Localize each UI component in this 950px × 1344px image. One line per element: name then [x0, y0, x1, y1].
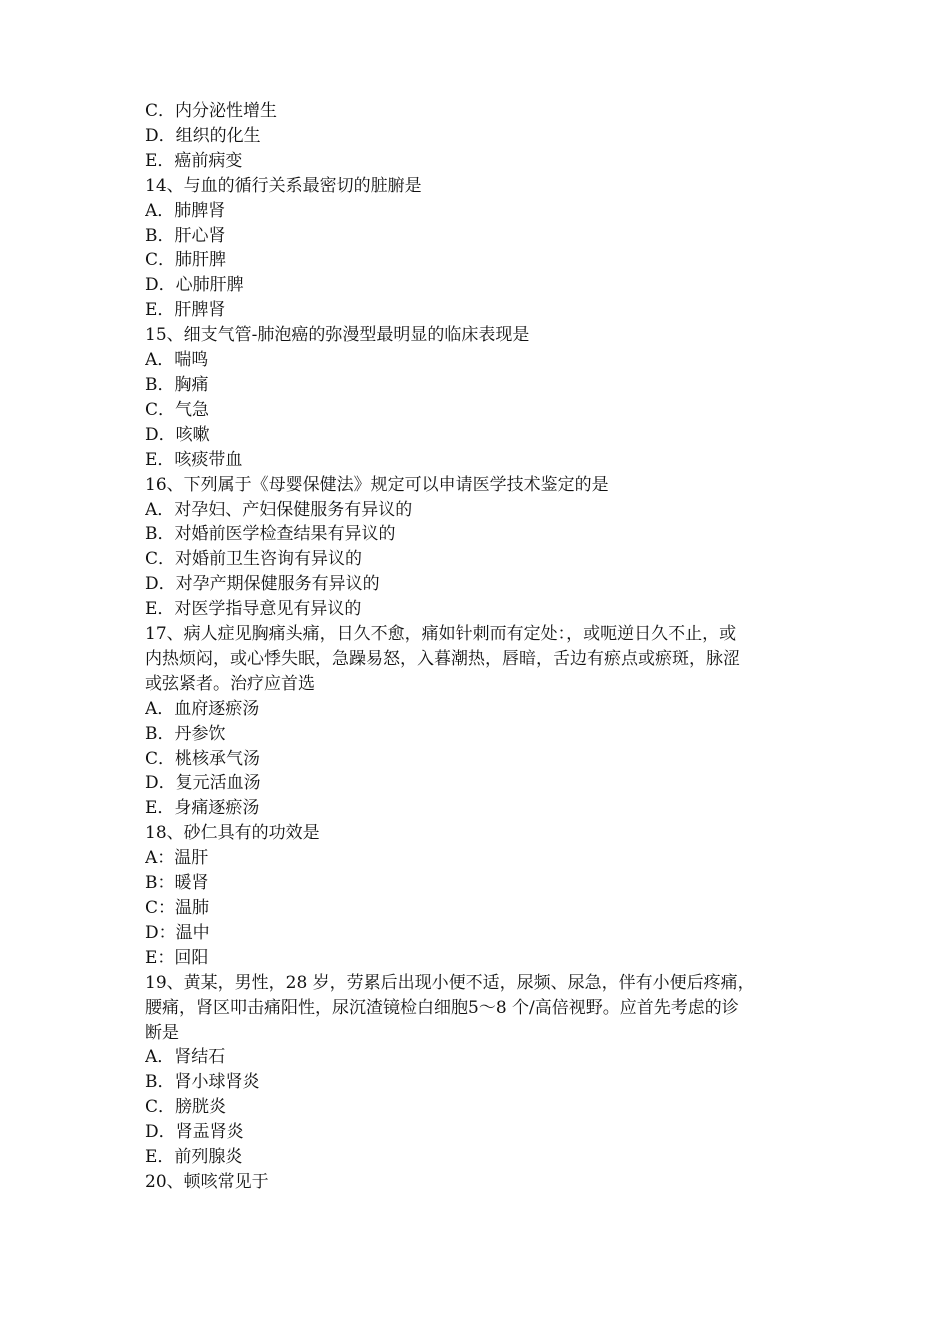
option-line: A．对孕妇、产妇保健服务有异议的 [145, 499, 413, 520]
option-line: E．肝脾肾 [145, 300, 226, 321]
question-14-stem: 14、与血的循行关系最密切的脏腑是 [145, 175, 422, 196]
option-line: E．身痛逐瘀汤 [145, 798, 260, 819]
option-line: C．膀胱炎 [145, 1097, 227, 1118]
question-18-stem: 18、砂仁具有的功效是 [145, 823, 320, 844]
option-line: C．对婚前卫生咨询有异议的 [145, 549, 363, 570]
option-line: E．癌前病变 [145, 150, 243, 171]
question-17-stem-line: 17、病人症见胸痛头痛，日久不愈，痛如针刺而有定处：，或呃逆日久不止，或 [145, 624, 737, 645]
question-16-stem: 16、下列属于《母婴保健法》规定可以申请医学技术鉴定的是 [145, 474, 609, 495]
question-17-stem-line: 或弦紧者。治疗应首选 [145, 673, 315, 694]
option-line: E：回阳 [145, 947, 209, 968]
option-line: D．复元活血汤 [145, 773, 261, 794]
option-line: D．心肺肝脾 [145, 275, 244, 296]
option-line: D．对孕产期保健服务有异议的 [145, 574, 380, 595]
option-line: D．组织的化生 [145, 125, 261, 146]
question-19-stem-line: 19、黄某，男性，28 岁，劳累后出现小便不适，尿频、尿急，伴有小便后疼痛， [145, 972, 755, 993]
option-line: B．对婚前医学检查结果有异议的 [145, 524, 396, 545]
option-line: D．肾盂肾炎 [145, 1122, 244, 1143]
question-19-stem-line: 断是 [145, 1022, 179, 1043]
option-line: E．咳痰带血 [145, 449, 243, 470]
option-line: B．丹参饮 [145, 723, 226, 744]
document-body [145, 99, 810, 1195]
option-line: B．胸痛 [145, 374, 209, 395]
option-line: B：暖肾 [145, 873, 209, 894]
option-line: E．对医学指导意见有异议的 [145, 599, 362, 620]
option-line: C．肺肝脾 [145, 250, 227, 271]
option-line: B．肾小球肾炎 [145, 1072, 260, 1093]
option-line: E．前列腺炎 [145, 1147, 243, 1168]
option-line: C：温肺 [145, 898, 210, 918]
option-line: A．血府逐瘀汤 [145, 698, 260, 719]
question-20-stem: 20、顿咳常见于 [145, 1171, 269, 1192]
option-line: C．内分泌性增生 [145, 101, 278, 121]
option-line: A．喘鸣 [145, 350, 209, 371]
option-line: B．肝心肾 [145, 225, 226, 246]
option-line: A．肾结石 [145, 1047, 226, 1068]
option-line: D：温中 [145, 922, 210, 943]
option-line: C．桃核承气汤 [145, 748, 261, 769]
option-line: A：温肝 [145, 848, 209, 869]
question-15-stem: 15、细支气管-肺泡癌的弥漫型最明显的临床表现是 [145, 325, 530, 346]
option-line: D．咳嗽 [145, 424, 210, 445]
question-19-stem-line: 腰痛，肾区叩击痛阳性，尿沉渣镜检白细胞5～8 个/高倍视野。应首先考虑的诊 [145, 997, 739, 1018]
question-17-stem-line: 内热烦闷，或心悸失眠，急躁易怒，入暮潮热，唇暗，舌边有瘀点或瘀斑，脉涩 [145, 648, 740, 669]
option-line: C．气急 [145, 399, 210, 420]
option-line: A．肺脾肾 [145, 200, 226, 221]
